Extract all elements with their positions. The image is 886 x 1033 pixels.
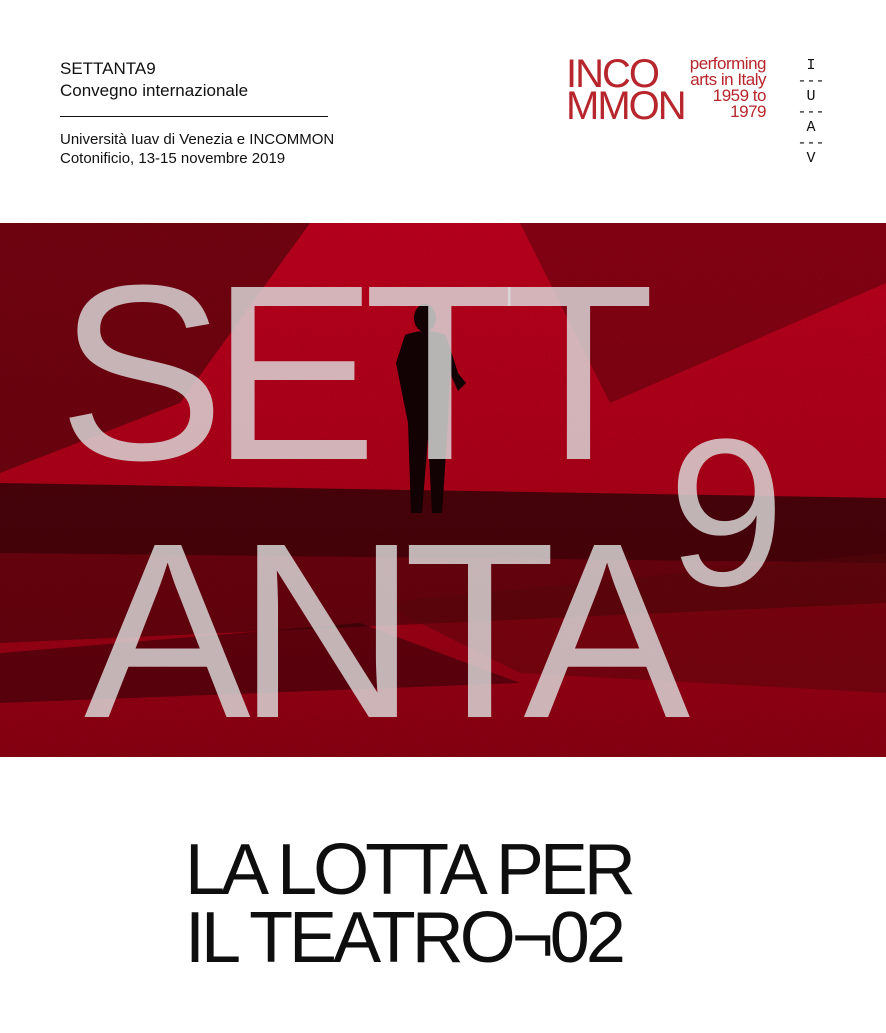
incommon-tagline-line: 1959 to — [712, 86, 766, 105]
iuav-logo-glyph: A — [806, 119, 816, 136]
title-line1: LA LOTTA PER — [185, 830, 632, 910]
hero-text-row2: ANTA — [84, 491, 677, 757]
iuav-logo-glyph: --- — [797, 134, 825, 152]
iuav-logo-glyph: U — [806, 88, 816, 105]
incommon-logo — [566, 52, 766, 128]
iuav-logo-glyph: I — [806, 57, 816, 74]
iuav-logo-glyph: V — [806, 150, 816, 167]
incommon-logo-line1: INCO — [566, 52, 658, 96]
event-info — [60, 58, 335, 168]
incommon-tagline-line: 1979 — [730, 102, 766, 121]
iuav-logo-glyph: --- — [797, 103, 825, 121]
organizers: Università Iuav di Venezia e INCOMMON — [60, 131, 335, 148]
incommon-tagline-line: performing — [689, 54, 766, 73]
iuav-logo-glyph: --- — [797, 72, 825, 90]
lecture-title — [185, 830, 785, 978]
title-line2: IL TEATRO¬02 — [185, 898, 622, 978]
hero-image — [0, 223, 886, 757]
event-name: SETTANTA9 — [60, 59, 156, 78]
hero-text-nine: 9 — [668, 395, 785, 630]
hero-text-row1: SETT — [58, 233, 641, 512]
event-type: Convegno internazionale — [60, 81, 249, 100]
incommon-logo-line2: MMON — [566, 84, 685, 128]
venue-date: Cotonificio, 13-15 novembre 2019 — [60, 150, 286, 167]
iuav-logo — [790, 58, 832, 167]
divider — [60, 116, 328, 117]
hero-artwork — [0, 223, 886, 757]
incommon-tagline-line: arts in Italy — [690, 70, 766, 89]
incommon-tagline — [690, 56, 766, 120]
